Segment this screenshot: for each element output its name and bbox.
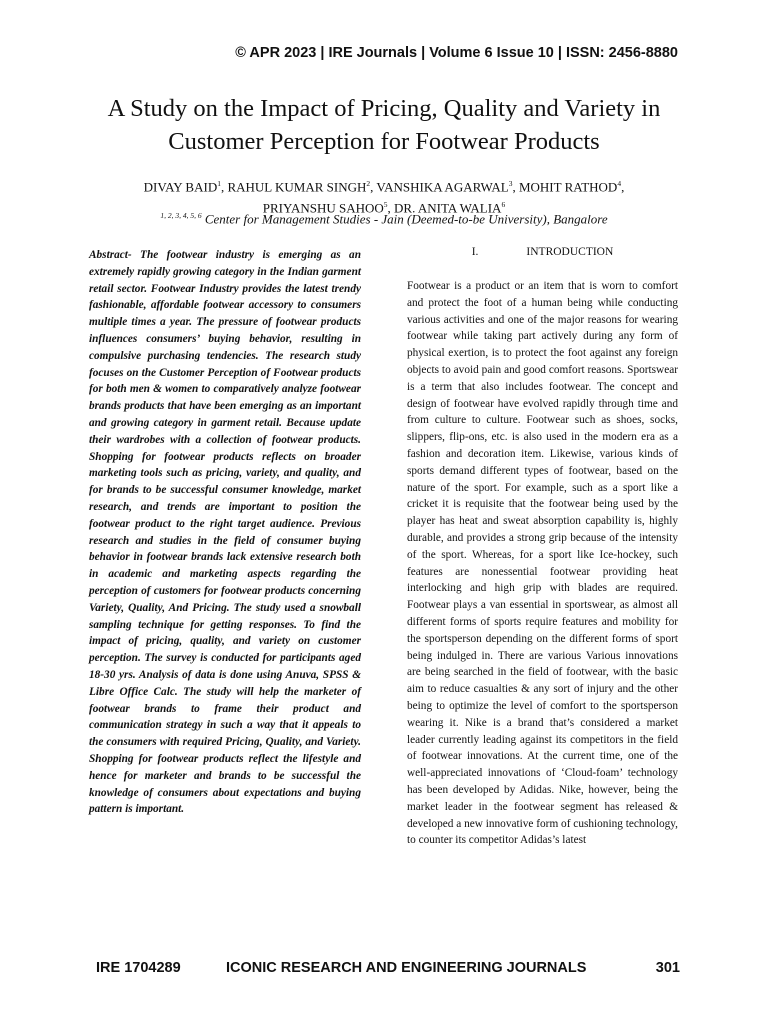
author-name: PRIYANSHU SAHOO	[262, 200, 384, 216]
section-title: INTRODUCTION	[526, 246, 614, 258]
article-id: IRE 1704289	[96, 960, 181, 976]
abstract: Abstract- The footwear industry is emerging as an extremely rapidly growing category in the Indian garment retail sector. Footwear Industry provides the latest trendy fashionable, affordable footwear accessory to consumers multiple times a year. The pressure of footwear products influences consumers’ buying behavior, resulting in compulsive purchasing tendencies. The research study focuses on the Customer Perception of Footwear products for both men & women to comparatively analyze footwear brands products that have been emerging as an important and growing category in garment retail. Because update their wardrobes with a collection of footwear products. Shopping for footwear products reflects on broader marketing tools such as pricing, variety, and quality, and for brands to be successful consumer knowledge, market research, and trends are important to position the footwear product to the right target audience. Previous research and studies in the field of consumer buying behavior in footwear brands lack extensive research both in academic and marketing aspects regarding the perception of customers for footwear products concerning Variety, Quality, And Pricing. The study used a snowball sampling technique for getting responses. To find the impact of pricing, quality, and variety on customer perception. The survey is conducted for participants aged 18-30 yrs. Analysis of data is done using Anuva, SPSS & Libre Office Calc. The study will help the marketer of footwear brands to frame their product and communication strategy in such a way that it appeals to the consumers with required Pricing, Quality, and Variety. Shopping for footwear products reflect the lifestyle and hence for marketer and brands to be successful the knowledge of consumers about expectations and buying pattern is important.	[89, 249, 361, 816]
author-name: , RAHUL KUMAR SINGH	[220, 179, 367, 195]
author-name: DIVAY BAID	[143, 179, 218, 195]
affiliation-marks: 1, 2, 3, 4, 5, 6	[160, 211, 202, 220]
affiliation-text: Center for Management Studies - Jain (Deemed-to-be University), Bangalore	[201, 211, 608, 227]
journal-name: ICONIC RESEARCH AND ENGINEERING JOURNALS	[226, 960, 587, 976]
author-name: , DR. ANITA WALIA	[387, 200, 502, 216]
paper-title: A Study on the Impact of Pricing, Quality and Variety in Customer Perception for Footwear Products	[107, 95, 661, 155]
author-affil-mark: 1	[217, 179, 221, 188]
author-name: , VANSHIKA AGARWAL	[370, 179, 509, 195]
author-name: , MOHIT RATHOD	[512, 179, 618, 195]
page-number: 301	[655, 960, 680, 976]
affiliation	[40, 211, 728, 227]
journal-header	[0, 44, 768, 62]
author-affil-mark: 3	[508, 179, 513, 188]
author-separator: ,	[621, 179, 625, 195]
author-affil-mark: 2	[366, 179, 371, 188]
author-affil-mark: 6	[501, 200, 506, 210]
author-affil-mark: 4	[617, 179, 622, 188]
author-affil-mark: 5	[383, 200, 388, 210]
journal-header-text: © APR 2023 | IRE Journals | Volume 6 Issue 10 | ISSN: 2456-8880	[235, 45, 678, 61]
section-number: I.	[471, 246, 479, 258]
introduction-text: Footwear is a product or an item that is worn to comfort and protect the foot of a human being while conducting various activities and one of the major reasons for wearing footwear while taking part actively during any form of physical exertion, is to protect the foot against any foreign objects to avoid pain and good comfort reasons. Sportswear is a term that also includes footwear. The concept and design of footwear have evolved rapidly through time and from culture to culture. Footwear such as shoes, socks, slippers, flip-ons, etc. is also used in the modern era as a fashion and decoration item. Likewise, various kinds of sports demand different types of footwear, based on the nature of the sport. For example, such as a sport like a cricket it is requisite that the footwear being used by the player has heat and sweat absorption capability is, highly durable, and provides a strong grip because of the intensity of the sport. Whereas, for a sport like Ice-hockey, such features are nonessential footwear providing heat interlocking and high grip with blades are required. Footwear plays a van essential in sportswear, as almost all different forms of sports require features and mobility for the sportsperson depending on the different forms of sport being indulged in. There are various Various innovations are being searched in the field of footwear, with the basic aim to reduce casualties & any sort of injury and the other being to optimize the level of comfort to the sportsperson wearing it. Nike is a brand that’s considered a market leader currently leading against its competitors in the field of footwear innovations. At the current time, one of the well-appreciated innovations of ‘Cloud-foam’ technology has been developed by Adidas. Nike, however, being the market leader in the footwear segment has released & developed a new innovative form of cushioning technology, to counter its competitor Adidas’s latest	[407, 280, 678, 847]
section-heading	[407, 246, 678, 258]
